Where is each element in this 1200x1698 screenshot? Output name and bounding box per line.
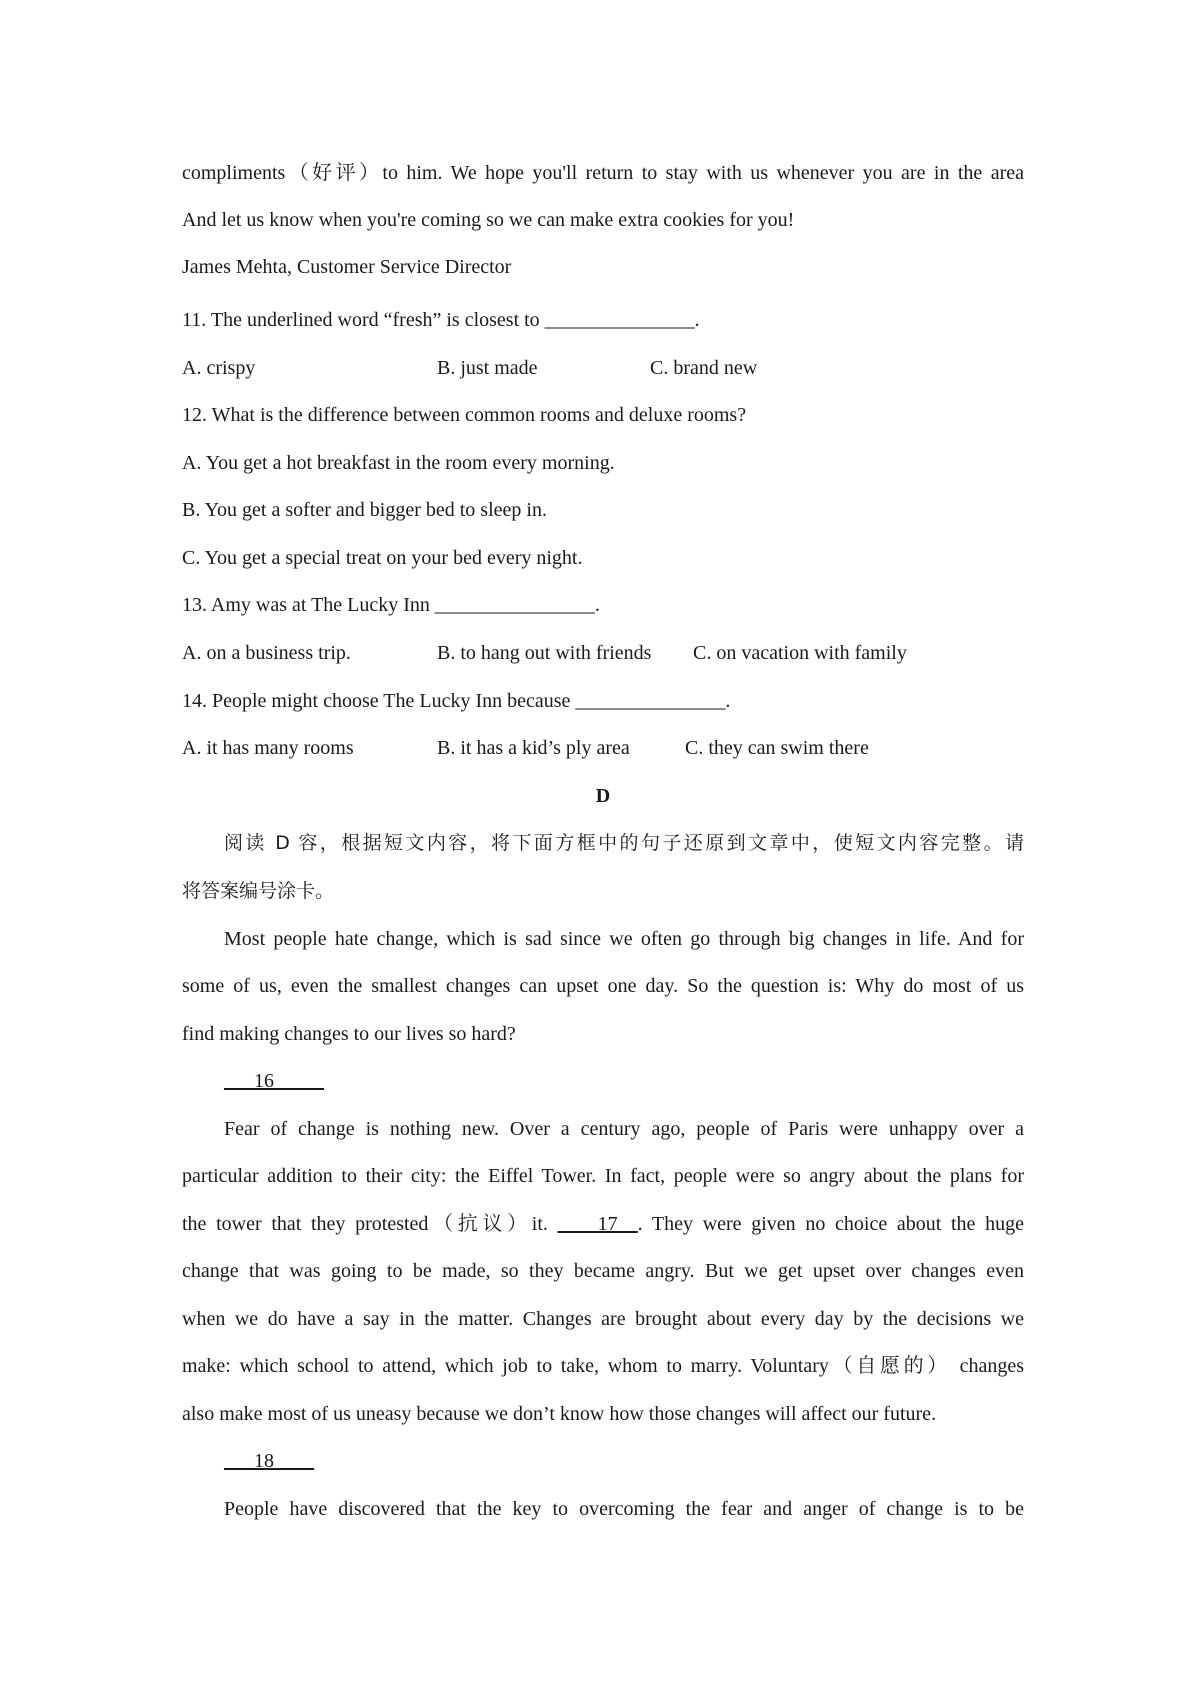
paragraph-line: make: which school to attend, which job to take, whom to marry. Voluntary（自愿的） changes	[182, 1355, 1024, 1377]
answer-blank-16[interactable]	[182, 1068, 1024, 1094]
option-b[interactable]: B. it has a kid’s ply area	[437, 737, 630, 759]
option-a[interactable]: A. on a business trip.	[182, 642, 351, 664]
instruction-line: 将答案编号涂卡。	[182, 880, 335, 902]
question-stem: 12. What is the difference between common rooms and deluxe rooms?	[182, 404, 747, 426]
paragraph-text: . They were given no choice about the huge	[637, 1213, 1024, 1235]
section-heading: D	[595, 785, 611, 807]
blank-18-label: ___18____	[224, 1450, 314, 1472]
option-b[interactable]: B. You get a softer and bigger bed to sleep in.	[182, 499, 547, 521]
paragraph-line: find making changes to our lives so hard?	[182, 1023, 516, 1045]
paragraph-line: Fear of change is nothing new. Over a century ago, people of Paris were unhappy over a	[224, 1118, 1024, 1140]
blank-16-label: ___16_____	[224, 1070, 324, 1092]
letter-line: And let us know when you're coming so we can make extra cookies for you!	[182, 209, 795, 231]
answer-blank-18[interactable]	[182, 1448, 1024, 1474]
paragraph-line	[182, 1211, 1024, 1237]
option-c[interactable]: C. brand new	[650, 357, 758, 379]
paragraph-line: change that was going to be made, so they became angry. But we get upset over changes even	[182, 1260, 1024, 1282]
question-stem: 11. The underlined word “fresh” is closest to _______________.	[182, 309, 700, 331]
option-a[interactable]: A. it has many rooms	[182, 737, 354, 759]
letter-signature: James Mehta, Customer Service Director	[182, 256, 512, 278]
paragraph-line: when we do have a say in the matter. Changes are brought about every day by the decisions we	[182, 1308, 1024, 1330]
paragraph-line: People have discovered that the key to overcoming the fear and anger of change is to be	[224, 1498, 1024, 1520]
letter-line: compliments（好评）to him. We hope you'll return to stay with us whenever you are in the area	[182, 162, 1024, 184]
option-b[interactable]: B. just made	[437, 357, 538, 379]
paragraph-line: particular addition to their city: the Eiffel Tower. In fact, people were so angry about the plans for	[182, 1165, 1024, 1187]
option-c[interactable]: C. on vacation with family	[693, 642, 907, 664]
paragraph-line: some of us, even the smallest changes can upset one day. So the question is: Why do most of us	[182, 975, 1024, 997]
paragraph-text: the tower that they protested（抗议）it.	[182, 1213, 558, 1235]
option-c[interactable]: C. they can swim there	[685, 737, 869, 759]
option-a[interactable]: A. crispy	[182, 357, 256, 379]
option-b[interactable]: B. to hang out with friends	[437, 642, 652, 664]
option-a[interactable]: A. You get a hot breakfast in the room every morning.	[182, 452, 615, 474]
paragraph-line: also make most of us uneasy because we don’t know how those changes will affect our future.	[182, 1403, 937, 1425]
question-stem: 14. People might choose The Lucky Inn because _______________.	[182, 690, 731, 712]
answer-blank-17[interactable]: ____17__	[557, 1213, 638, 1235]
paragraph-line: Most people hate change, which is sad since we often go through big changes in life. And for	[224, 928, 1024, 950]
question-stem: 13. Amy was at The Lucky Inn ________________.	[182, 594, 600, 616]
instruction-line: 阅读 D 容，根据短文内容，将下面方框中的句子还原到文章中，使短文内容完整。请	[224, 832, 1024, 854]
option-c[interactable]: C. You get a special treat on your bed every night.	[182, 547, 583, 569]
